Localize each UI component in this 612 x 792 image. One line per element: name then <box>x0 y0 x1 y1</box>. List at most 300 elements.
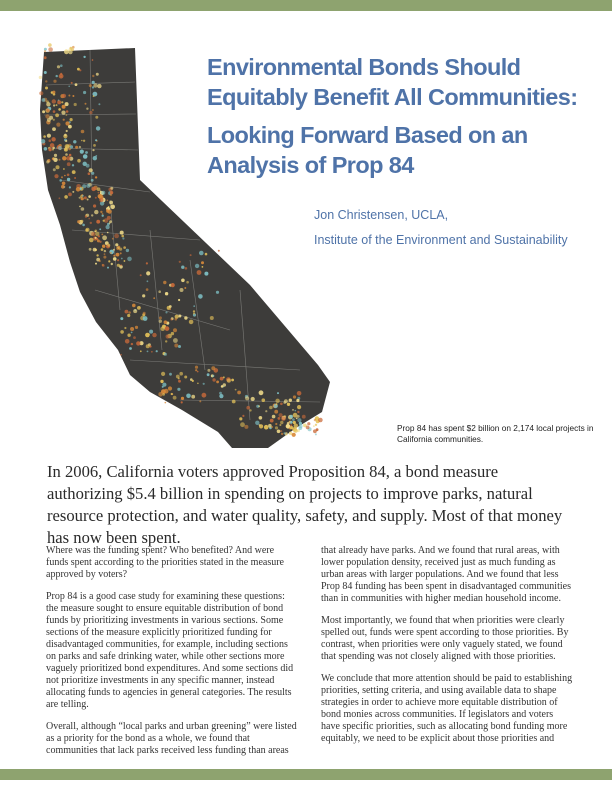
project-dot <box>168 386 172 390</box>
project-dot <box>63 168 65 170</box>
project-dot <box>75 146 78 149</box>
project-dot <box>79 146 81 148</box>
project-dot <box>191 395 195 399</box>
project-dot <box>195 366 198 369</box>
project-dot <box>39 91 43 95</box>
project-dot <box>99 241 101 243</box>
project-dot <box>98 235 100 237</box>
project-dot <box>181 401 183 403</box>
project-dot <box>90 222 92 224</box>
project-dot <box>313 429 317 433</box>
project-dot <box>52 91 55 94</box>
project-dot <box>46 109 49 112</box>
project-dot <box>125 310 129 314</box>
project-dot <box>123 246 126 249</box>
project-dot <box>281 416 286 421</box>
project-dot <box>81 130 85 134</box>
project-dot <box>284 432 286 434</box>
project-dot <box>287 422 290 425</box>
body-column-left <box>46 545 298 767</box>
project-dot <box>151 351 153 353</box>
project-dot <box>42 110 45 113</box>
project-dot <box>162 393 165 396</box>
project-dot <box>297 411 299 413</box>
project-dot <box>64 134 67 137</box>
project-dot <box>193 310 195 312</box>
project-dot <box>56 75 58 77</box>
author-block <box>314 203 568 253</box>
project-dot <box>80 195 83 198</box>
project-dot <box>83 162 87 166</box>
project-dot <box>146 271 150 275</box>
project-dot <box>161 372 165 376</box>
project-dot <box>153 297 155 299</box>
project-dot <box>69 186 71 188</box>
project-dot <box>174 344 178 348</box>
project-dot <box>56 165 60 169</box>
project-dot <box>302 415 306 419</box>
project-dot <box>52 149 54 151</box>
project-dot <box>62 156 66 160</box>
project-dot <box>99 260 101 262</box>
project-dot <box>54 174 58 178</box>
project-dot <box>249 409 251 411</box>
project-dot <box>70 145 73 148</box>
project-dot <box>52 99 56 103</box>
project-dot <box>121 235 124 238</box>
project-dot <box>159 320 162 323</box>
project-dot <box>106 225 110 229</box>
project-dot <box>83 56 85 58</box>
lead-paragraph: In 2006, California voters approved Proposition 84, a bond measure authorizing $5.4 billion in spending on projects to improve parks, natural resource protection, and water quality, safety, and supply. Most of that money has now been spent. <box>47 462 563 547</box>
project-dot <box>113 255 115 257</box>
project-dot <box>314 419 316 421</box>
project-dot <box>95 237 97 239</box>
project-dot <box>110 187 113 190</box>
project-dot <box>164 353 167 356</box>
project-dot <box>156 350 158 352</box>
project-dot <box>298 426 302 430</box>
body-paragraph: Where was the funding spent? Who benefited? And were funds spent according to the priorities stated in the measure approved by voters? <box>46 545 284 580</box>
body-paragraph: Prop 84 is a good case study for examining these questions: the measure sought to ensure equitable distribution of bond funds by prioritizing investments in various sections. Some sections of the measure explicitly prioritized funding for disadvantaged communities, for example, including sections on parks and safe drinking water, while other sections more vaguely prioritized bond expenditures. And some sections did not prioritize investments in any specific manner, instead allocating funds to agencies in general categories. The results are telling. <box>46 591 294 710</box>
project-dot <box>130 327 134 331</box>
project-dot <box>270 419 274 423</box>
project-dot <box>164 320 168 324</box>
project-dot <box>42 98 46 102</box>
project-dot <box>275 423 277 425</box>
project-dot <box>235 389 237 391</box>
project-dot <box>293 421 296 424</box>
project-dot <box>165 340 167 342</box>
project-dot <box>47 134 51 138</box>
project-dot <box>193 313 195 315</box>
page-title <box>207 52 597 180</box>
project-dot <box>92 81 95 84</box>
project-dot <box>292 409 294 411</box>
project-dot <box>251 397 255 401</box>
project-dot <box>296 399 299 402</box>
body-paragraph: Most importantly, we found that when priorities were clearly spelled out, funds were spent according to those priorities. By contrast, when priorities were only vaguely stated, we found that spending was not closely aligned with those priorities. <box>321 615 569 662</box>
project-dot <box>53 119 55 121</box>
project-dot <box>216 291 219 294</box>
project-dot <box>190 254 192 256</box>
project-dot <box>165 311 167 313</box>
project-dot <box>177 388 180 391</box>
project-dot <box>274 410 278 414</box>
project-dot <box>93 204 96 207</box>
project-dot <box>275 426 278 429</box>
project-dot <box>170 319 172 321</box>
project-dot <box>109 201 113 205</box>
project-dot <box>71 48 74 51</box>
project-dot <box>295 410 297 412</box>
project-dot <box>101 234 103 236</box>
project-dot <box>292 418 295 421</box>
project-dot <box>280 403 283 406</box>
body-paragraph: that already have parks. And we found that rural areas, with lower population density, received just as much funding as urban areas with larger populations. And we found that less Prop 84 funding has been spent in disadvantaged communities than in communities with higher median household income. <box>321 545 571 604</box>
author-affiliation: Institute of the Environment and Sustainability <box>314 233 568 247</box>
project-dot <box>110 205 115 210</box>
project-dot <box>97 187 101 191</box>
project-dot <box>66 130 68 132</box>
project-dot <box>232 400 236 404</box>
project-dot <box>297 415 300 418</box>
project-dot <box>80 150 84 154</box>
project-dot <box>276 403 278 405</box>
project-dot <box>133 336 136 339</box>
project-dot <box>89 168 93 172</box>
project-dot <box>96 254 98 256</box>
project-dot <box>306 426 310 430</box>
project-dot <box>121 258 123 260</box>
project-dot <box>180 288 184 292</box>
project-dot <box>95 263 97 265</box>
project-dot <box>189 320 194 325</box>
project-dot <box>147 351 149 353</box>
project-dot <box>205 253 208 256</box>
project-dot <box>163 281 166 284</box>
project-dot <box>120 330 124 334</box>
project-dot <box>86 108 88 110</box>
project-dot <box>277 392 279 394</box>
project-dot <box>211 366 215 370</box>
project-dot <box>65 140 67 142</box>
project-dot <box>296 417 298 419</box>
project-dot <box>49 139 52 142</box>
project-dot <box>136 341 140 345</box>
project-dot <box>221 385 224 388</box>
project-dot <box>297 405 301 409</box>
map-caption: Prop 84 has spent $2 billion on 2,174 local projects in California communities. <box>397 423 594 444</box>
project-dot <box>58 146 62 150</box>
project-dot <box>192 380 194 382</box>
project-dot <box>259 416 263 420</box>
project-dot <box>53 80 56 83</box>
project-dot <box>53 110 56 113</box>
project-dot <box>57 100 61 104</box>
project-dot <box>197 371 199 373</box>
project-dot <box>94 210 98 214</box>
project-dot <box>140 274 142 276</box>
project-dot <box>149 330 153 334</box>
project-dot <box>240 422 245 427</box>
project-dot <box>104 253 106 255</box>
project-dot <box>269 406 273 410</box>
project-dot <box>293 413 298 418</box>
project-dot <box>110 252 112 254</box>
project-dot <box>102 213 104 215</box>
project-dot <box>259 424 261 426</box>
project-dot <box>120 264 122 266</box>
project-dot <box>199 251 204 256</box>
project-dot <box>64 195 68 199</box>
project-dot <box>95 197 97 199</box>
project-dot <box>268 424 272 428</box>
project-dot <box>70 118 73 121</box>
project-dot <box>262 398 266 402</box>
project-dot <box>207 373 210 376</box>
project-dot <box>297 391 302 396</box>
project-dot <box>175 318 178 321</box>
project-dot <box>245 396 249 400</box>
project-dot <box>290 424 292 426</box>
project-dot <box>95 230 98 233</box>
project-dot <box>39 76 42 79</box>
title-line: Equitably Benefit All Communities: <box>207 84 578 110</box>
project-dot <box>143 316 148 321</box>
project-dot <box>85 151 88 154</box>
project-dot <box>179 261 181 263</box>
project-dot <box>216 381 219 384</box>
project-dot <box>56 123 60 127</box>
project-dot <box>66 156 70 160</box>
project-dot <box>193 305 195 307</box>
project-dot <box>256 405 259 408</box>
project-dot <box>313 425 315 427</box>
project-dot <box>203 383 205 385</box>
project-dot <box>307 422 310 425</box>
project-dot <box>173 396 177 400</box>
project-dot <box>185 267 188 270</box>
project-dot <box>111 263 113 265</box>
project-dot <box>72 95 74 97</box>
project-dot <box>44 147 48 151</box>
project-dot <box>133 309 137 313</box>
project-dot <box>132 304 136 308</box>
project-dot <box>277 430 281 434</box>
project-dot <box>45 87 48 90</box>
project-dot <box>59 159 61 161</box>
project-dot <box>50 143 55 148</box>
project-dot <box>165 326 170 331</box>
project-dot <box>124 260 126 262</box>
project-dot <box>142 294 145 297</box>
project-dot <box>101 248 104 251</box>
project-dot <box>115 243 118 246</box>
project-dot <box>145 333 150 338</box>
project-dot <box>244 425 248 429</box>
project-dot <box>107 267 109 269</box>
project-dot <box>88 195 91 198</box>
project-dot <box>72 164 74 166</box>
project-dot <box>113 257 117 261</box>
project-dot <box>223 376 225 378</box>
project-dot <box>73 140 76 143</box>
project-dot <box>74 103 77 106</box>
project-dot <box>47 118 51 122</box>
project-dot <box>48 148 51 151</box>
project-dot <box>120 317 123 320</box>
project-dot <box>219 394 223 398</box>
project-dot <box>207 369 210 372</box>
project-dot <box>66 110 69 113</box>
project-dot <box>107 232 109 234</box>
project-dot <box>181 397 184 400</box>
project-dot <box>212 378 215 381</box>
project-dot <box>82 224 85 227</box>
project-dot <box>66 114 68 116</box>
project-dot <box>98 192 100 194</box>
project-dot <box>287 403 290 406</box>
project-dot <box>184 316 187 319</box>
project-dot <box>264 425 269 430</box>
project-dot <box>246 406 250 410</box>
project-dot <box>74 177 76 179</box>
project-dot <box>272 415 276 419</box>
project-dot <box>275 399 279 403</box>
project-dot <box>64 175 66 177</box>
project-dot <box>292 433 296 437</box>
project-dot <box>54 154 57 157</box>
project-dot <box>72 191 74 193</box>
project-dot <box>56 104 58 106</box>
project-dot <box>278 417 281 420</box>
project-dot <box>160 380 163 383</box>
project-dot <box>88 172 91 175</box>
project-dot <box>67 174 70 177</box>
project-dot <box>68 193 72 197</box>
project-dot <box>289 415 293 419</box>
project-dot <box>58 108 61 111</box>
project-dot <box>91 232 95 236</box>
project-dot <box>43 135 46 138</box>
project-dot <box>210 316 214 320</box>
project-dot <box>131 343 133 345</box>
project-dot <box>110 191 113 194</box>
project-dot <box>44 50 46 52</box>
project-dot <box>45 114 49 118</box>
project-dot <box>169 373 172 376</box>
project-dot <box>171 283 175 287</box>
project-dot <box>315 424 317 426</box>
project-dot <box>120 354 122 356</box>
title-line: Looking Forward Based on an <box>207 122 528 148</box>
project-dot <box>280 430 282 432</box>
project-dot <box>86 184 90 188</box>
project-dot <box>77 220 80 223</box>
project-dot <box>93 95 95 97</box>
project-dot <box>81 207 85 211</box>
project-dot <box>107 244 110 247</box>
project-dot <box>92 59 94 61</box>
project-dot <box>52 157 54 159</box>
project-dot <box>114 234 119 239</box>
project-dot <box>100 191 102 193</box>
project-dot <box>68 95 70 97</box>
project-dot <box>61 101 63 103</box>
project-dot <box>81 140 83 142</box>
body-paragraph: Overall, although “local parks and urban greening” were listed as a priority for the bond as a whole, we found that communities that lack parks received less funding than areas <box>46 721 297 756</box>
project-dot <box>147 280 149 282</box>
project-dot <box>101 191 105 195</box>
project-dot <box>96 220 100 224</box>
project-dot <box>67 178 70 181</box>
project-dot <box>84 196 87 199</box>
project-dot <box>95 116 98 119</box>
project-dot <box>91 179 94 182</box>
project-dot <box>212 375 214 377</box>
project-dot <box>127 314 130 317</box>
project-dot <box>152 333 156 337</box>
project-dot <box>149 345 151 347</box>
project-dot <box>120 231 124 235</box>
title-line: Environmental Bonds Should <box>207 54 521 80</box>
project-dot <box>59 179 62 182</box>
project-dot <box>218 250 220 252</box>
project-dot <box>171 332 174 335</box>
project-dot <box>181 266 184 269</box>
project-dot <box>62 94 66 98</box>
project-dot <box>279 413 283 417</box>
project-dot <box>197 270 202 275</box>
project-dot <box>173 328 177 332</box>
project-dot <box>46 160 49 163</box>
project-dot <box>44 71 47 74</box>
project-dot <box>48 43 52 47</box>
project-dot <box>160 326 165 331</box>
project-dot <box>89 248 92 251</box>
project-dot <box>112 238 114 240</box>
project-dot <box>89 238 94 243</box>
project-dot <box>72 46 75 49</box>
project-dot <box>202 393 207 398</box>
project-dot <box>46 102 50 106</box>
project-dot <box>95 155 97 157</box>
project-dot <box>79 206 81 208</box>
project-dot <box>127 257 132 262</box>
bottom-accent-rule <box>0 769 612 780</box>
project-dot <box>103 220 105 222</box>
project-dot <box>83 154 88 159</box>
project-dot <box>51 137 55 141</box>
project-dot <box>237 391 241 395</box>
project-dot <box>99 228 101 230</box>
project-dot <box>68 86 70 88</box>
project-dot <box>242 415 244 417</box>
project-dot <box>65 153 68 156</box>
project-dot <box>100 211 102 213</box>
project-dot <box>297 418 301 422</box>
project-dot <box>92 75 94 77</box>
project-dot <box>290 426 293 429</box>
project-dot <box>102 235 107 240</box>
project-dot <box>173 338 178 343</box>
project-dot <box>65 121 69 125</box>
project-dot <box>93 83 97 87</box>
project-dot <box>81 220 84 223</box>
project-dot <box>44 56 47 59</box>
project-dot <box>55 113 59 117</box>
